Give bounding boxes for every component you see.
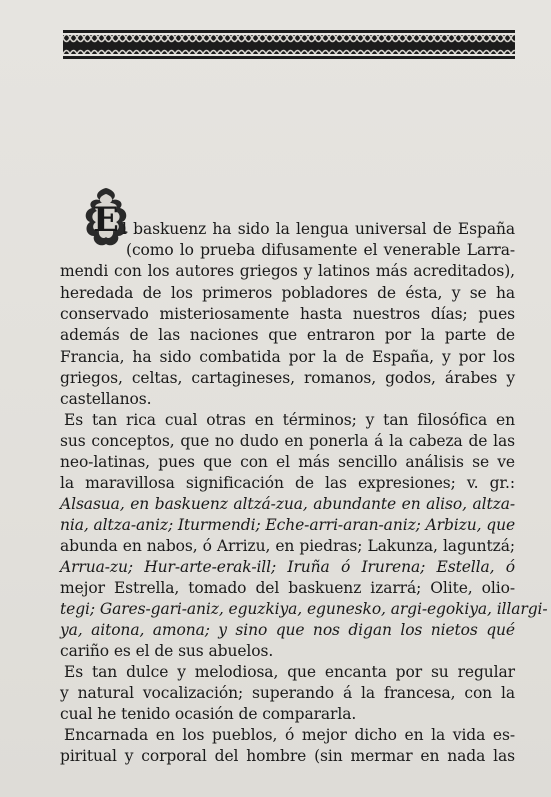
text-line: l baskuenz ha sido la lengua universal de España	[122, 220, 515, 238]
text-line: cariño es el de sus abuelos.	[60, 642, 274, 660]
text-line: además de las naciones que entraron por la parte de	[60, 326, 515, 344]
text-line: Es tan dulce y melodiosa, que encanta por su regular	[64, 663, 515, 681]
text-line: abunda en nabos, ó Arrizu, en piedras; Lakunza, laguntzá;	[60, 537, 515, 555]
text-line: (como lo prueba difusamente el venerable Larra-	[126, 241, 515, 259]
text-line: mejor Estrella, tomado del baskuenz izarrá; Olite, olio-	[60, 579, 515, 597]
text-line: Es tan rica cual otras en términos; y tan filosófica en	[64, 411, 515, 429]
text-line: ya, aitona, amona; y sino que nos digan los nietos qué	[60, 621, 515, 639]
text-line: conservado misteriosamente hasta nuestros días; pues	[60, 305, 515, 323]
text-line: y natural vocalización; superando á la francesa, con la	[60, 684, 515, 702]
text-line: sus conceptos, que no dudo en ponerla á la cabeza de las	[60, 432, 515, 450]
text-line: la maravillosa significación de las expresiones; v. gr.:	[60, 474, 515, 492]
text-line: griegos, celtas, cartagineses, romanos, godos, árabes y	[60, 369, 515, 387]
text-line: Alsasua, en baskuenz altzá-zua, abundante en aliso, altza-	[60, 495, 515, 513]
text-line: mendi con los autores griegos y latinos más acreditados),	[60, 262, 515, 280]
text-line: cual he tenido ocasión de compararla.	[60, 705, 357, 723]
text-line: piritual y corporal del hombre (sin mermar en nada las	[60, 747, 515, 765]
text-line: nia, altza-aniz; Iturmendi; Eche-arri-aran-aniz; Arbizu, que	[60, 516, 516, 534]
text-line: Arrua-zu; Hur-arte-erak-ill; Iruña ó Irurena; Estella, ó	[60, 558, 515, 576]
ornamental-header-band	[63, 30, 515, 60]
text-line: tegi; Gares-gari-aniz, eguzkiya, egunesko, argi-egokiya, illargi-	[60, 600, 548, 618]
text-line: castellanos.	[60, 390, 152, 408]
text-line: Encarnada en los pueblos, ó mejor dicho en la vida es-	[64, 726, 515, 744]
drop-cap-letter: E	[93, 200, 119, 240]
text-line: neo-latinas, pues que con el más sencillo análisis se ve	[60, 453, 515, 471]
text-line: Francia, ha sido combatida por la de España, y por los	[60, 348, 515, 366]
text-line: heredada de los primeros pobladores de ésta, y se ha	[60, 284, 515, 302]
